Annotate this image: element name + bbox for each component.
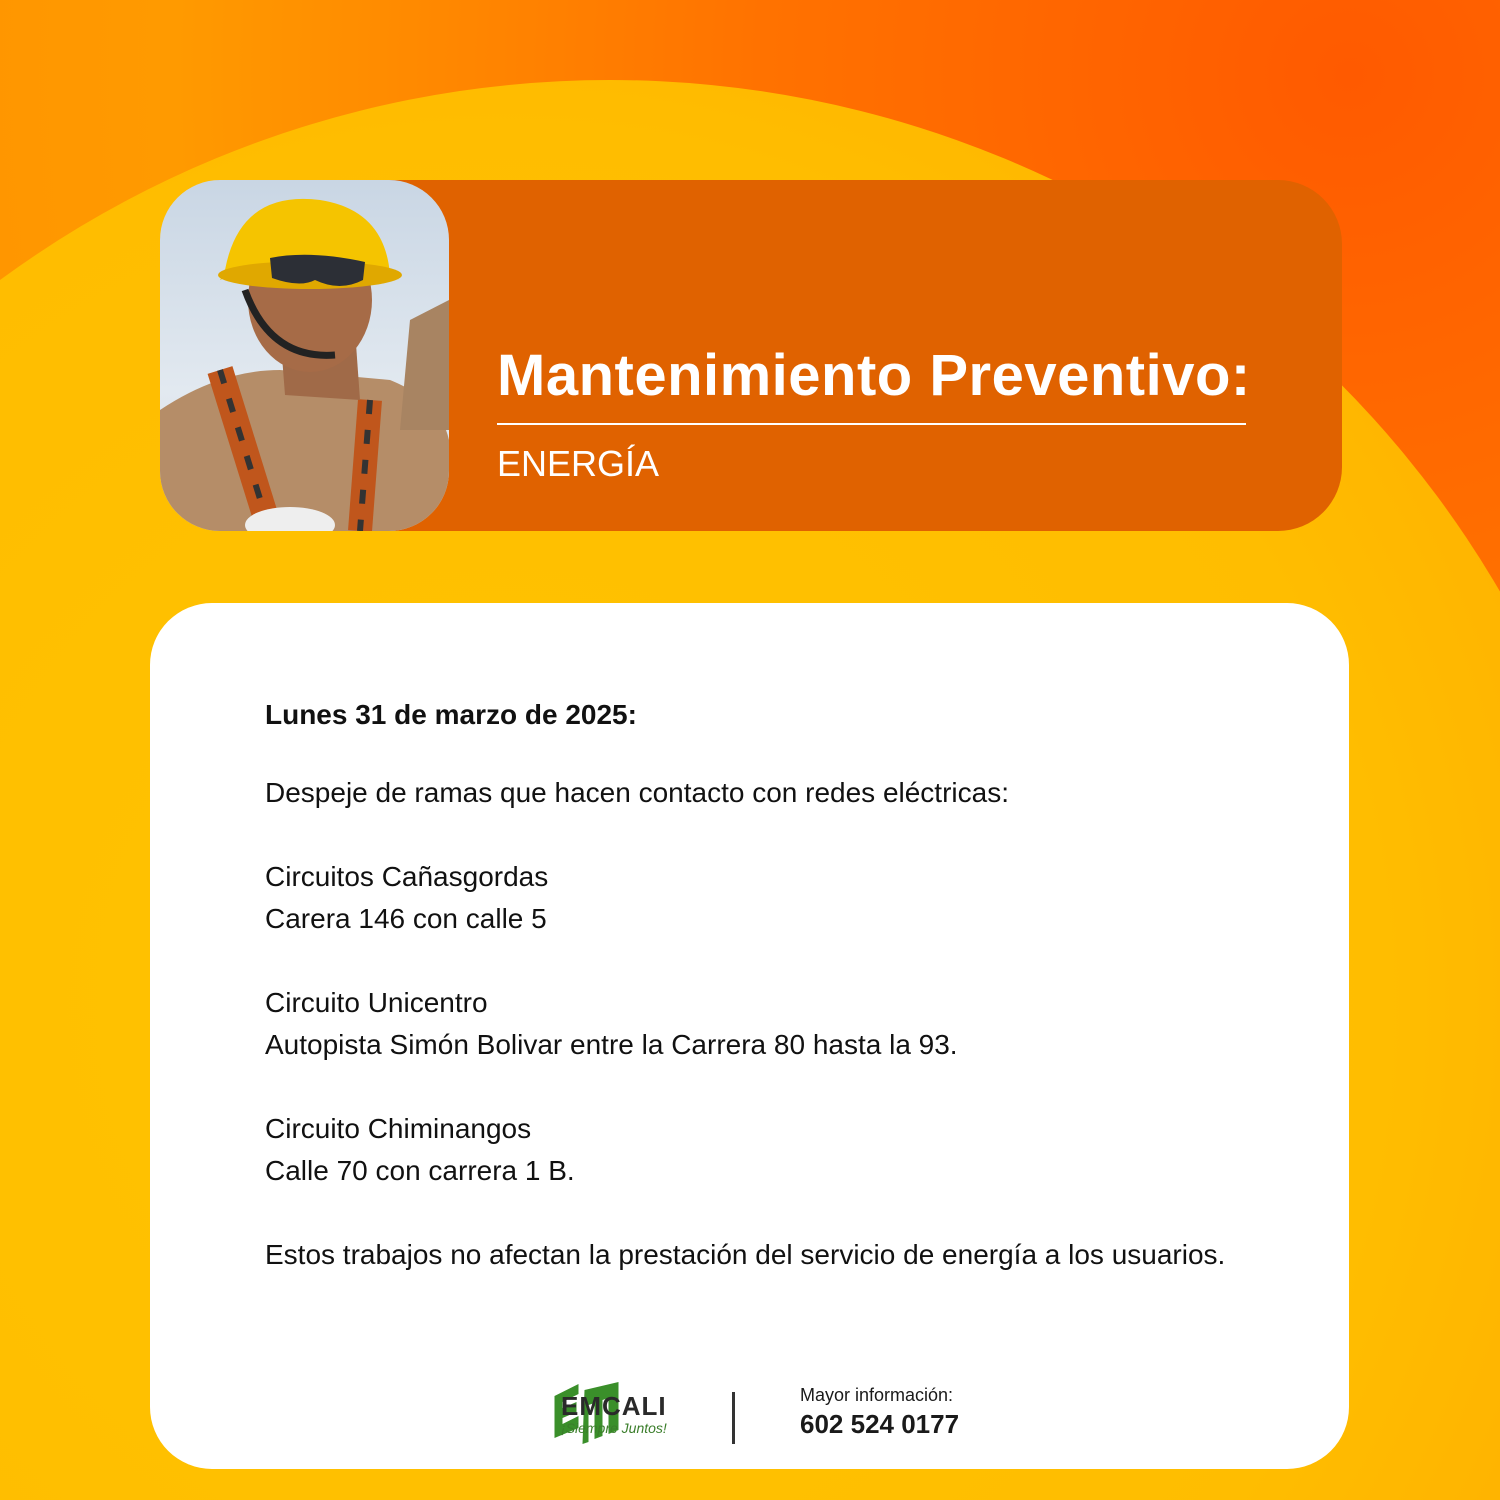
info-label: Mayor información: (800, 1385, 954, 1405)
contact-phone[interactable]: 602 524 0177 (800, 1409, 960, 1439)
notice-closing: Estos trabajos no afectan la prestación del servicio de energía a los usuarios. (265, 1239, 1226, 1270)
notice-intro: Despeje de ramas que hacen contacto con redes eléctricas: (265, 777, 1009, 808)
footer-divider (732, 1392, 735, 1444)
page-subtitle: ENERGÍA (497, 443, 660, 484)
page-title: Mantenimiento Preventivo: (497, 343, 1251, 408)
notice-date: Lunes 31 de marzo de 2025: (265, 699, 637, 730)
circuit-name: Circuito Chiminangos (265, 1113, 532, 1144)
circuit-location: Calle 70 con carrera 1 B. (265, 1155, 575, 1186)
brand-slogan: ¡Siempre Juntos! (561, 1420, 667, 1436)
circuit-location: Carera 146 con calle 5 (265, 903, 547, 934)
brand-name: EMCALI (561, 1391, 667, 1421)
title-divider (497, 423, 1246, 425)
notice-content (265, 694, 1267, 1276)
worker-photo (160, 180, 449, 531)
circuit-name: Circuitos Cañasgordas (265, 861, 549, 892)
circuit-name: Circuito Unicentro (265, 987, 488, 1018)
worker-illustration (160, 180, 449, 531)
circuit-location: Autopista Simón Bolivar entre la Carrera 80 hasta la 93. (265, 1029, 958, 1060)
